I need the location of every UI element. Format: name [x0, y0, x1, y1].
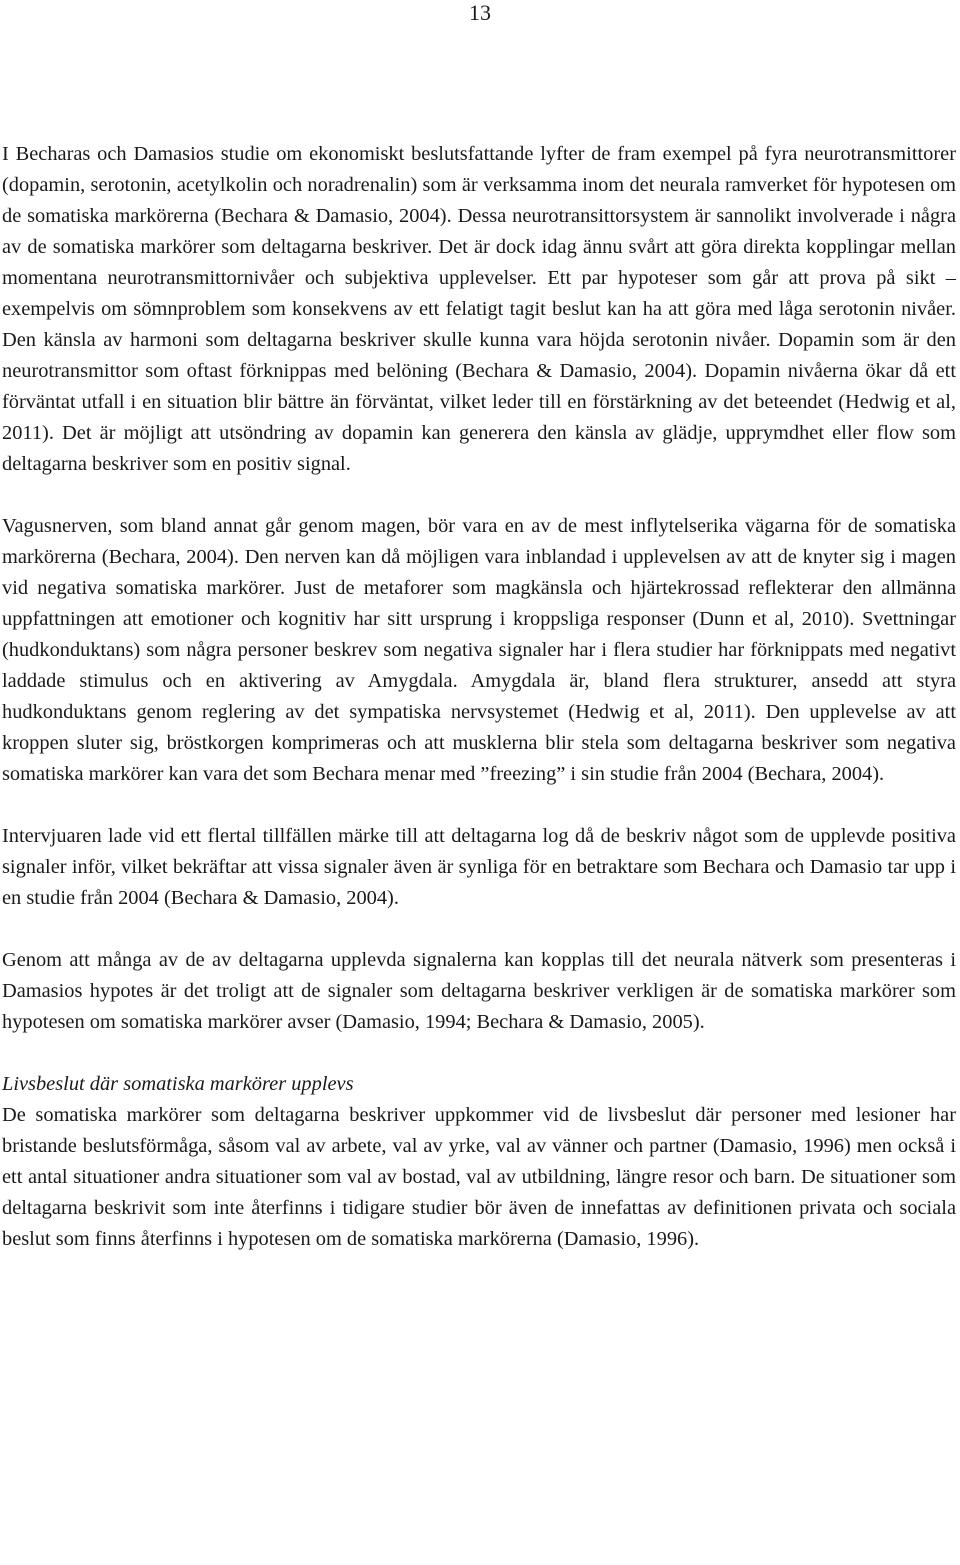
page-number: 13	[469, 0, 491, 25]
paragraph-life-decisions: De somatiska markörer som deltagarna beskriver uppkommer vid de livsbeslut där personer med lesioner har bristande beslutsförmåga, såsom val av arbete, val av yrke, val av vänner och partner (Damasio, 1996) men också i ett antal situationer andra situationer som val av bostad, val av utbildning, längre resor och barn. De situationer som deltagarna beskrivit som inte återfinns i tidigare studier bör även de innefattas av definitionen privata och sociala beslut som finns återfinns i hypotesen om de somatiska markörerna (Damasio, 1996).	[2, 1104, 956, 1250]
paragraph-conclusion: Genom att många av de av deltagarna upplevda signalerna kan kopplas till det neurala nätverk som presenteras i Damasios hypotes är det troligt att de signaler som deltagarna beskriver verkligen är de somatiska markörer som hypotesen om somatiska markörer avser (Damasio, 1994; Bechara & Damasio, 2005).	[2, 949, 956, 1033]
section-heading: Livsbeslut där somatiska markörer upplevs	[2, 1073, 354, 1095]
paragraph-neurotransmitters: I Becharas och Damasios studie om ekonomiskt beslutsfattande lyfter de fram exempel på fyra neurotransmittorer (dopamin, serotonin, acetylkolin och noradrenalin) som är verksamma inom det neurala ramverket för hypotesen om de somatiska markörerna (Bechara & Damasio, 2004). Dessa neurotransittorsystem är sannolikt involverade i några av de somatiska markörer som deltagarna beskriver. Det är dock idag ännu svårt att göra direkta kopplingar mellan momentana neurotransmittornivåer och subjektiva upplevelser. Ett par hypoteser som går att prova på sikt – exempelvis om sömnproblem som konsekvens av ett felatigt tagit beslut kan ha att göra med låga serotonin nivåer. Den känsla av harmoni som deltagarna beskriver skulle kunna vara höjda serotonin nivåer. Dopamin som är den neurotransmittor som oftast förknippas med belöning (Bechara & Damasio, 2004). Dopamin nivåerna ökar då ett förväntat utfall i en situation blir bättre än förväntat, vilket leder till en förstärkning av det beteendet (Hedwig et al, 2011). Det är möjligt att utsöndring av dopamin kan generera den känsla av glädje, upprymdhet eller flow som deltagarna beskriver som en positiv signal.	[2, 143, 956, 475]
paragraph-vagus-nerve: Vagusnerven, som bland annat går genom magen, bör vara en av de mest inflytelserika vägarna för de somatiska markörerna (Bechara, 2004). Den nerven kan då möjligen vara inblandad i upplevelsen av att de knyter sig i magen vid negativa somatiska markörer. Just de metaforer som magkänsla och hjärtekrossad reflekterar den allmänna uppfattningen att emotioner och kognitiv har sitt ursprung i kroppsliga responser (Dunn et al, 2010). Svettningar (hudkonduktans) som några personer beskrev som negativa signaler har i flera studier har förknippats med negativt laddade stimulus och en aktivering av Amygdala. Amygdala är, bland flera strukturer, ansedd att styra hudkonduktans genom reglering av det sympatiska nervsystemet (Hedwig et al, 2011). Den upplevelse av att kroppen sluter sig, bröstkorgen komprimeras och att musklerna blir stela som deltagarna beskriver som negativa somatiska markörer kan vara det som Bechara menar med ”freezing” i sin studie från 2004 (Bechara, 2004).	[2, 515, 956, 785]
paragraph-interviewer: Intervjuaren lade vid ett flertal tillfällen märke till att deltagarna log då de beskriv något som de upplevde positiva signaler inför, vilket bekräftar att vissa signaler även är synliga för en betraktare som Bechara och Damasio tar upp i en studie från 2004 (Bechara & Damasio, 2004).	[2, 825, 956, 909]
document-body	[2, 139, 956, 1255]
